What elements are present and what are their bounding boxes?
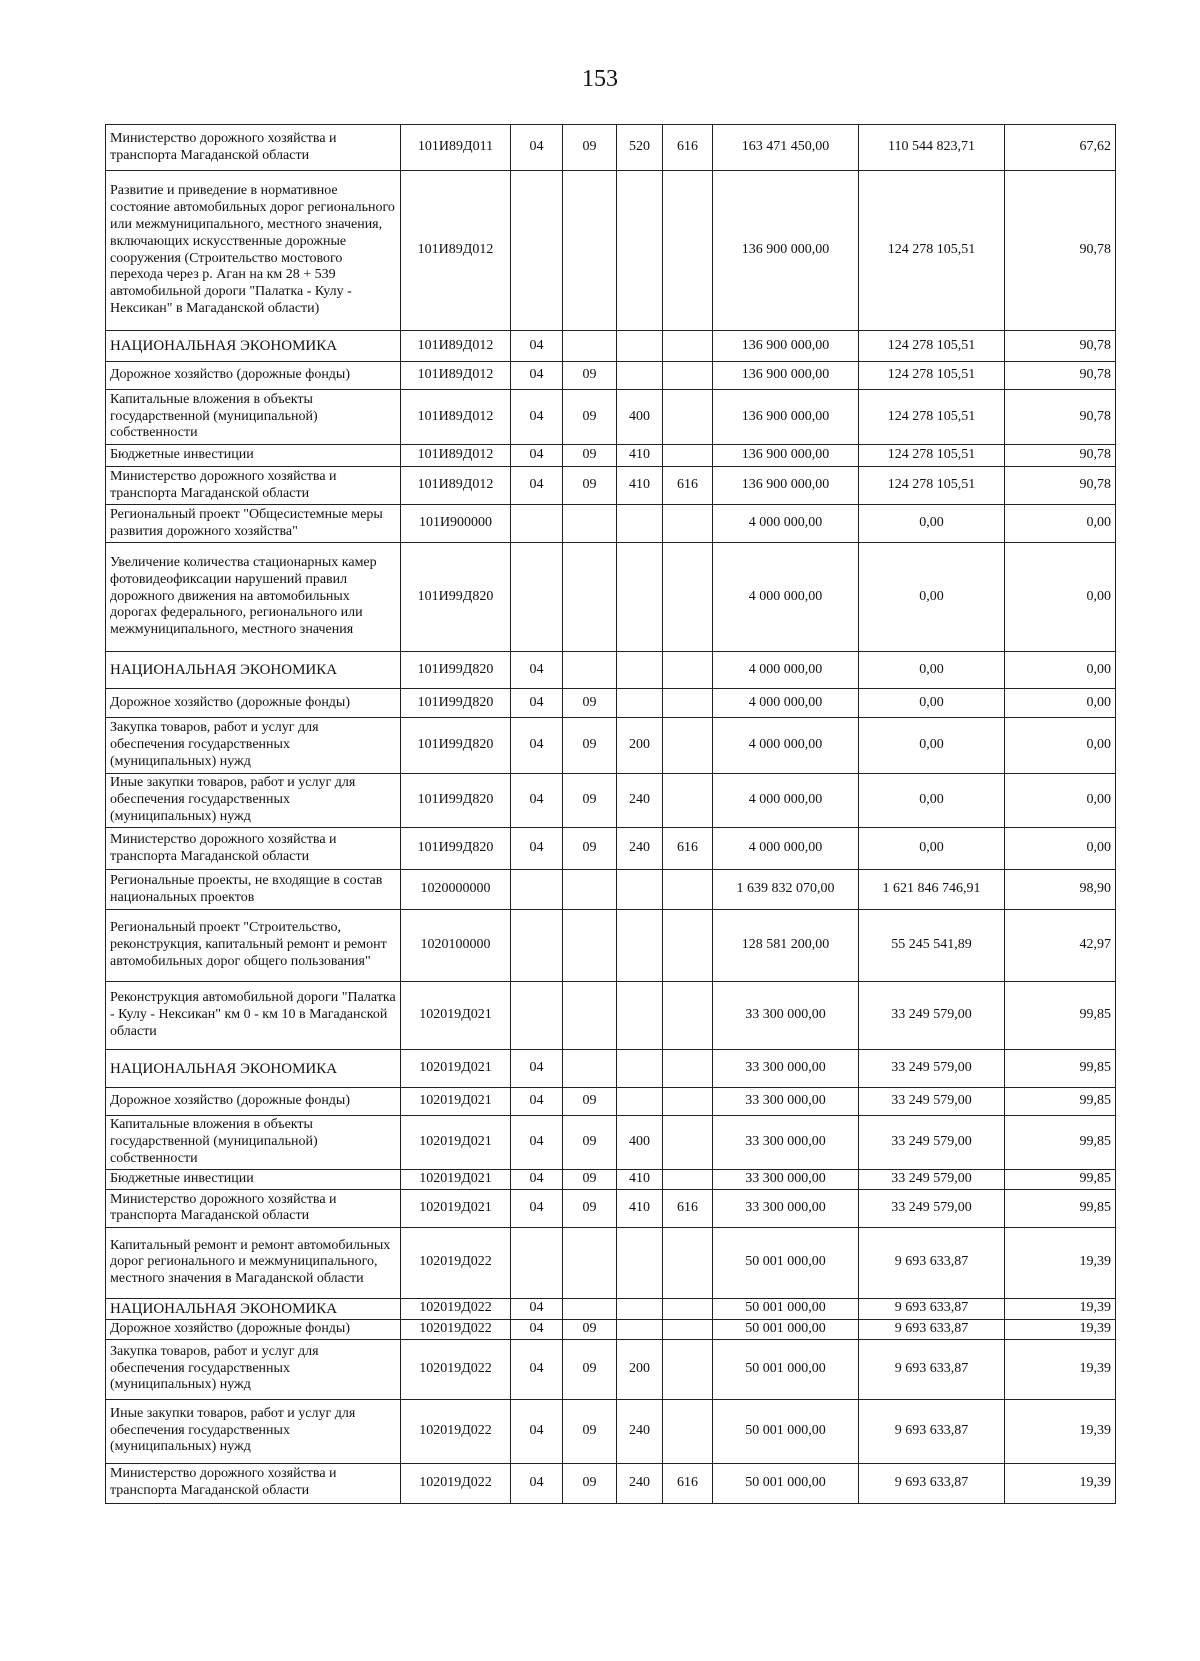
executed-amount-cell: 33 249 579,00 bbox=[859, 1170, 1005, 1190]
expense-type-cell bbox=[617, 362, 663, 390]
expense-type-cell: 200 bbox=[617, 1339, 663, 1399]
target-code-cell: 102019Д022 bbox=[401, 1319, 511, 1339]
grbs-cell bbox=[663, 1298, 713, 1319]
subsection-cell: 09 bbox=[563, 467, 617, 505]
section-cell bbox=[511, 870, 563, 910]
section-cell: 04 bbox=[511, 1088, 563, 1116]
grbs-cell bbox=[663, 1399, 713, 1463]
grbs-cell bbox=[663, 1227, 713, 1298]
expense-type-cell bbox=[617, 171, 663, 331]
execution-percent-cell: 99,85 bbox=[1005, 1170, 1116, 1190]
subsection-cell: 09 bbox=[563, 1088, 617, 1116]
table-row bbox=[106, 1050, 1116, 1088]
planned-amount-cell: 4 000 000,00 bbox=[713, 774, 859, 828]
grbs-cell bbox=[663, 1116, 713, 1170]
section-cell: 04 bbox=[511, 718, 563, 774]
section-cell: 04 bbox=[511, 828, 563, 870]
subsection-cell bbox=[563, 171, 617, 331]
subsection-cell bbox=[563, 910, 617, 982]
expense-type-cell bbox=[617, 505, 663, 543]
target-code-cell: 101И99Д820 bbox=[401, 543, 511, 652]
executed-amount-cell: 9 693 633,87 bbox=[859, 1399, 1005, 1463]
expense-type-cell: 240 bbox=[617, 1463, 663, 1503]
target-code-cell: 101И89Д012 bbox=[401, 171, 511, 331]
row-name-cell: Реконструкция автомобильной дороги "Палатка - Кулу - Нексикан" км 0 - км 10 в Магаданской области bbox=[106, 982, 401, 1050]
target-code-cell: 101И89Д012 bbox=[401, 362, 511, 390]
row-name-cell: Региональный проект "Общесистемные меры развития дорожного хозяйства" bbox=[106, 505, 401, 543]
table-row bbox=[106, 870, 1116, 910]
grbs-cell bbox=[663, 505, 713, 543]
subsection-cell: 09 bbox=[563, 774, 617, 828]
executed-amount-cell: 0,00 bbox=[859, 652, 1005, 689]
section-cell: 04 bbox=[511, 1116, 563, 1170]
execution-percent-cell: 0,00 bbox=[1005, 774, 1116, 828]
grbs-cell bbox=[663, 689, 713, 718]
target-code-cell: 101И89Д012 bbox=[401, 445, 511, 467]
execution-percent-cell: 90,78 bbox=[1005, 171, 1116, 331]
expense-type-cell: 240 bbox=[617, 828, 663, 870]
grbs-cell bbox=[663, 445, 713, 467]
execution-percent-cell: 19,39 bbox=[1005, 1298, 1116, 1319]
section-cell: 04 bbox=[511, 1339, 563, 1399]
subsection-cell bbox=[563, 543, 617, 652]
execution-percent-cell: 99,85 bbox=[1005, 1088, 1116, 1116]
table-row bbox=[106, 910, 1116, 982]
section-cell bbox=[511, 505, 563, 543]
expense-type-cell bbox=[617, 331, 663, 362]
target-code-cell: 102019Д022 bbox=[401, 1298, 511, 1319]
section-cell: 04 bbox=[511, 1319, 563, 1339]
execution-percent-cell: 0,00 bbox=[1005, 718, 1116, 774]
executed-amount-cell: 124 278 105,51 bbox=[859, 467, 1005, 505]
section-cell: 04 bbox=[511, 390, 563, 445]
executed-amount-cell: 124 278 105,51 bbox=[859, 390, 1005, 445]
target-code-cell: 101И99Д820 bbox=[401, 828, 511, 870]
expense-type-cell: 240 bbox=[617, 1399, 663, 1463]
target-code-cell: 1020000000 bbox=[401, 870, 511, 910]
subsection-cell: 09 bbox=[563, 1399, 617, 1463]
row-name-cell: Бюджетные инвестиции bbox=[106, 445, 401, 467]
section-cell: 04 bbox=[511, 331, 563, 362]
row-name-cell: Закупка товаров, работ и услуг для обеспечения государственных (муниципальных) нужд bbox=[106, 718, 401, 774]
table-row bbox=[106, 543, 1116, 652]
target-code-cell: 102019Д022 bbox=[401, 1227, 511, 1298]
planned-amount-cell: 33 300 000,00 bbox=[713, 1088, 859, 1116]
grbs-cell bbox=[663, 870, 713, 910]
executed-amount-cell: 33 249 579,00 bbox=[859, 1189, 1005, 1227]
row-name-cell: Министерство дорожного хозяйства и транспорта Магаданской области bbox=[106, 125, 401, 171]
expense-type-cell bbox=[617, 910, 663, 982]
subsection-cell: 09 bbox=[563, 828, 617, 870]
row-name-cell: НАЦИОНАЛЬНАЯ ЭКОНОМИКА bbox=[106, 652, 401, 689]
execution-percent-cell: 19,39 bbox=[1005, 1463, 1116, 1503]
target-code-cell: 101И99Д820 bbox=[401, 652, 511, 689]
planned-amount-cell: 4 000 000,00 bbox=[713, 652, 859, 689]
page-number: 153 bbox=[582, 66, 618, 92]
target-code-cell: 102019Д021 bbox=[401, 1170, 511, 1190]
row-name-cell: Региональный проект "Строительство, реконструкция, капитальный ремонт и ремонт автомобильных дорог общего пользования" bbox=[106, 910, 401, 982]
section-cell: 04 bbox=[511, 362, 563, 390]
subsection-cell: 09 bbox=[563, 689, 617, 718]
row-name-cell: Увеличение количества стационарных камер фотовидеофиксации нарушений правил дорожного движения на автомобильных дорогах федерального, регионального или межмуниципального, местного значения bbox=[106, 543, 401, 652]
table-row bbox=[106, 982, 1116, 1050]
subsection-cell bbox=[563, 505, 617, 543]
section-cell: 04 bbox=[511, 1189, 563, 1227]
subsection-cell: 09 bbox=[563, 1463, 617, 1503]
subsection-cell: 09 bbox=[563, 390, 617, 445]
grbs-cell bbox=[663, 1050, 713, 1088]
planned-amount-cell: 50 001 000,00 bbox=[713, 1319, 859, 1339]
table-row bbox=[106, 828, 1116, 870]
table-row bbox=[106, 390, 1116, 445]
section-cell bbox=[511, 543, 563, 652]
subsection-cell bbox=[563, 331, 617, 362]
grbs-cell bbox=[663, 1170, 713, 1190]
table-row bbox=[106, 331, 1116, 362]
execution-percent-cell: 90,78 bbox=[1005, 331, 1116, 362]
table-row bbox=[106, 1339, 1116, 1399]
expense-type-cell bbox=[617, 1227, 663, 1298]
executed-amount-cell: 124 278 105,51 bbox=[859, 171, 1005, 331]
executed-amount-cell: 0,00 bbox=[859, 505, 1005, 543]
execution-percent-cell: 99,85 bbox=[1005, 1116, 1116, 1170]
target-code-cell: 101И900000 bbox=[401, 505, 511, 543]
row-name-cell: НАЦИОНАЛЬНАЯ ЭКОНОМИКА bbox=[106, 331, 401, 362]
row-name-cell: Капитальный ремонт и ремонт автомобильных дорог регионального и межмуниципального, местного значения в Магаданской области bbox=[106, 1227, 401, 1298]
row-name-cell: Бюджетные инвестиции bbox=[106, 1170, 401, 1190]
executed-amount-cell: 124 278 105,51 bbox=[859, 331, 1005, 362]
table-row bbox=[106, 1298, 1116, 1319]
grbs-cell: 616 bbox=[663, 1463, 713, 1503]
row-name-cell: Капитальные вложения в объекты государственной (муниципальной) собственности bbox=[106, 1116, 401, 1170]
expense-type-cell: 400 bbox=[617, 390, 663, 445]
expense-type-cell: 400 bbox=[617, 1116, 663, 1170]
execution-percent-cell: 19,39 bbox=[1005, 1339, 1116, 1399]
subsection-cell bbox=[563, 652, 617, 689]
subsection-cell bbox=[563, 870, 617, 910]
grbs-cell: 616 bbox=[663, 1189, 713, 1227]
execution-percent-cell: 19,39 bbox=[1005, 1227, 1116, 1298]
target-code-cell: 102019Д021 bbox=[401, 1116, 511, 1170]
grbs-cell: 616 bbox=[663, 467, 713, 505]
section-cell: 04 bbox=[511, 689, 563, 718]
execution-percent-cell: 90,78 bbox=[1005, 390, 1116, 445]
executed-amount-cell: 33 249 579,00 bbox=[859, 1050, 1005, 1088]
executed-amount-cell: 9 693 633,87 bbox=[859, 1298, 1005, 1319]
planned-amount-cell: 4 000 000,00 bbox=[713, 689, 859, 718]
target-code-cell: 101И99Д820 bbox=[401, 718, 511, 774]
planned-amount-cell: 136 900 000,00 bbox=[713, 390, 859, 445]
executed-amount-cell: 33 249 579,00 bbox=[859, 1116, 1005, 1170]
planned-amount-cell: 136 900 000,00 bbox=[713, 171, 859, 331]
executed-amount-cell: 55 245 541,89 bbox=[859, 910, 1005, 982]
executed-amount-cell: 0,00 bbox=[859, 543, 1005, 652]
executed-amount-cell: 33 249 579,00 bbox=[859, 982, 1005, 1050]
grbs-cell bbox=[663, 543, 713, 652]
execution-percent-cell: 0,00 bbox=[1005, 505, 1116, 543]
execution-percent-cell: 0,00 bbox=[1005, 828, 1116, 870]
expense-type-cell: 410 bbox=[617, 445, 663, 467]
planned-amount-cell: 50 001 000,00 bbox=[713, 1227, 859, 1298]
subsection-cell bbox=[563, 1227, 617, 1298]
subsection-cell: 09 bbox=[563, 718, 617, 774]
section-cell bbox=[511, 982, 563, 1050]
row-name-cell: Развитие и приведение в нормативное состояние автомобильных дорог регионального или межмуниципального, местного значения, включающих искусственные дорожные сооружения (Строительство мостового перехода через р. Аган на км 28 + 539 автомобильной дороги "Палатка - Кулу - Нексикан" в Магаданской области) bbox=[106, 171, 401, 331]
planned-amount-cell: 33 300 000,00 bbox=[713, 1116, 859, 1170]
expense-type-cell: 520 bbox=[617, 125, 663, 171]
row-name-cell: Дорожное хозяйство (дорожные фонды) bbox=[106, 689, 401, 718]
execution-percent-cell: 90,78 bbox=[1005, 445, 1116, 467]
target-code-cell: 102019Д021 bbox=[401, 1050, 511, 1088]
target-code-cell: 101И99Д820 bbox=[401, 774, 511, 828]
section-cell bbox=[511, 910, 563, 982]
executed-amount-cell: 1 621 846 746,91 bbox=[859, 870, 1005, 910]
subsection-cell: 09 bbox=[563, 445, 617, 467]
expense-type-cell bbox=[617, 1088, 663, 1116]
execution-percent-cell: 67,62 bbox=[1005, 125, 1116, 171]
section-cell: 04 bbox=[511, 1170, 563, 1190]
row-name-cell: Министерство дорожного хозяйства и транспорта Магаданской области bbox=[106, 1463, 401, 1503]
table-row bbox=[106, 1088, 1116, 1116]
execution-percent-cell: 90,78 bbox=[1005, 467, 1116, 505]
row-name-cell: Закупка товаров, работ и услуг для обеспечения государственных (муниципальных) нужд bbox=[106, 1339, 401, 1399]
target-code-cell: 101И89Д012 bbox=[401, 390, 511, 445]
execution-percent-cell: 99,85 bbox=[1005, 1050, 1116, 1088]
row-name-cell: Иные закупки товаров, работ и услуг для обеспечения государственных (муниципальных) нужд bbox=[106, 1399, 401, 1463]
table-row bbox=[106, 505, 1116, 543]
expense-type-cell bbox=[617, 1319, 663, 1339]
section-cell: 04 bbox=[511, 125, 563, 171]
target-code-cell: 101И89Д011 bbox=[401, 125, 511, 171]
executed-amount-cell: 124 278 105,51 bbox=[859, 445, 1005, 467]
table-row bbox=[106, 467, 1116, 505]
section-cell: 04 bbox=[511, 1463, 563, 1503]
table-row bbox=[106, 1189, 1116, 1227]
table-body bbox=[106, 125, 1116, 1504]
planned-amount-cell: 1 639 832 070,00 bbox=[713, 870, 859, 910]
subsection-cell: 09 bbox=[563, 1189, 617, 1227]
table-row bbox=[106, 362, 1116, 390]
executed-amount-cell: 9 693 633,87 bbox=[859, 1227, 1005, 1298]
section-cell: 04 bbox=[511, 652, 563, 689]
executed-amount-cell: 0,00 bbox=[859, 774, 1005, 828]
grbs-cell bbox=[663, 390, 713, 445]
table-row bbox=[106, 689, 1116, 718]
subsection-cell bbox=[563, 1050, 617, 1088]
execution-percent-cell: 99,85 bbox=[1005, 982, 1116, 1050]
section-cell bbox=[511, 171, 563, 331]
row-name-cell: НАЦИОНАЛЬНАЯ ЭКОНОМИКА bbox=[106, 1050, 401, 1088]
target-code-cell: 1020100000 bbox=[401, 910, 511, 982]
grbs-cell bbox=[663, 1088, 713, 1116]
planned-amount-cell: 4 000 000,00 bbox=[713, 828, 859, 870]
expense-type-cell: 410 bbox=[617, 1170, 663, 1190]
expense-type-cell: 240 bbox=[617, 774, 663, 828]
table-row bbox=[106, 652, 1116, 689]
execution-percent-cell: 90,78 bbox=[1005, 362, 1116, 390]
target-code-cell: 101И89Д012 bbox=[401, 331, 511, 362]
grbs-cell bbox=[663, 718, 713, 774]
planned-amount-cell: 50 001 000,00 bbox=[713, 1463, 859, 1503]
executed-amount-cell: 9 693 633,87 bbox=[859, 1339, 1005, 1399]
grbs-cell bbox=[663, 1319, 713, 1339]
subsection-cell: 09 bbox=[563, 1339, 617, 1399]
target-code-cell: 102019Д021 bbox=[401, 982, 511, 1050]
execution-percent-cell: 0,00 bbox=[1005, 543, 1116, 652]
executed-amount-cell: 9 693 633,87 bbox=[859, 1319, 1005, 1339]
planned-amount-cell: 4 000 000,00 bbox=[713, 718, 859, 774]
section-cell: 04 bbox=[511, 445, 563, 467]
table-row bbox=[106, 1399, 1116, 1463]
table-row bbox=[106, 1227, 1116, 1298]
row-name-cell: Дорожное хозяйство (дорожные фонды) bbox=[106, 362, 401, 390]
executed-amount-cell: 124 278 105,51 bbox=[859, 362, 1005, 390]
planned-amount-cell: 50 001 000,00 bbox=[713, 1339, 859, 1399]
planned-amount-cell: 4 000 000,00 bbox=[713, 543, 859, 652]
expense-type-cell bbox=[617, 689, 663, 718]
expense-type-cell bbox=[617, 543, 663, 652]
subsection-cell: 09 bbox=[563, 362, 617, 390]
target-code-cell: 102019Д021 bbox=[401, 1189, 511, 1227]
execution-percent-cell: 0,00 bbox=[1005, 652, 1116, 689]
subsection-cell: 09 bbox=[563, 1170, 617, 1190]
subsection-cell bbox=[563, 1298, 617, 1319]
expense-type-cell: 410 bbox=[617, 1189, 663, 1227]
executed-amount-cell: 33 249 579,00 bbox=[859, 1088, 1005, 1116]
grbs-cell bbox=[663, 362, 713, 390]
target-code-cell: 101И99Д820 bbox=[401, 689, 511, 718]
target-code-cell: 102019Д022 bbox=[401, 1463, 511, 1503]
table-row bbox=[106, 1463, 1116, 1503]
table-row bbox=[106, 1319, 1116, 1339]
row-name-cell: НАЦИОНАЛЬНАЯ ЭКОНОМИКА bbox=[106, 1298, 401, 1319]
executed-amount-cell: 0,00 bbox=[859, 828, 1005, 870]
planned-amount-cell: 136 900 000,00 bbox=[713, 331, 859, 362]
planned-amount-cell: 33 300 000,00 bbox=[713, 1189, 859, 1227]
subsection-cell: 09 bbox=[563, 125, 617, 171]
row-name-cell: Региональные проекты, не входящие в состав национальных проектов bbox=[106, 870, 401, 910]
planned-amount-cell: 33 300 000,00 bbox=[713, 982, 859, 1050]
subsection-cell: 09 bbox=[563, 1319, 617, 1339]
planned-amount-cell: 33 300 000,00 bbox=[713, 1050, 859, 1088]
executed-amount-cell: 0,00 bbox=[859, 718, 1005, 774]
execution-percent-cell: 19,39 bbox=[1005, 1399, 1116, 1463]
planned-amount-cell: 163 471 450,00 bbox=[713, 125, 859, 171]
grbs-cell bbox=[663, 652, 713, 689]
planned-amount-cell: 128 581 200,00 bbox=[713, 910, 859, 982]
expense-type-cell: 200 bbox=[617, 718, 663, 774]
expense-type-cell bbox=[617, 1298, 663, 1319]
table-row bbox=[106, 1170, 1116, 1190]
table-row bbox=[106, 171, 1116, 331]
table-row bbox=[106, 125, 1116, 171]
row-name-cell: Иные закупки товаров, работ и услуг для обеспечения государственных (муниципальных) нужд bbox=[106, 774, 401, 828]
target-code-cell: 102019Д021 bbox=[401, 1088, 511, 1116]
target-code-cell: 101И89Д012 bbox=[401, 467, 511, 505]
grbs-cell bbox=[663, 910, 713, 982]
executed-amount-cell: 9 693 633,87 bbox=[859, 1463, 1005, 1503]
expense-type-cell bbox=[617, 870, 663, 910]
target-code-cell: 102019Д022 bbox=[401, 1339, 511, 1399]
expense-type-cell bbox=[617, 1050, 663, 1088]
row-name-cell: Министерство дорожного хозяйства и транспорта Магаданской области bbox=[106, 1189, 401, 1227]
section-cell: 04 bbox=[511, 467, 563, 505]
target-code-cell: 102019Д022 bbox=[401, 1399, 511, 1463]
row-name-cell: Дорожное хозяйство (дорожные фонды) bbox=[106, 1088, 401, 1116]
table-row bbox=[106, 718, 1116, 774]
row-name-cell: Дорожное хозяйство (дорожные фонды) bbox=[106, 1319, 401, 1339]
execution-percent-cell: 99,85 bbox=[1005, 1189, 1116, 1227]
grbs-cell bbox=[663, 1339, 713, 1399]
row-name-cell: Капитальные вложения в объекты государственной (муниципальной) собственности bbox=[106, 390, 401, 445]
planned-amount-cell: 136 900 000,00 bbox=[713, 362, 859, 390]
budget-execution-table bbox=[105, 124, 1116, 1504]
row-name-cell: Министерство дорожного хозяйства и транспорта Магаданской области bbox=[106, 828, 401, 870]
section-cell: 04 bbox=[511, 774, 563, 828]
table-row bbox=[106, 774, 1116, 828]
planned-amount-cell: 136 900 000,00 bbox=[713, 467, 859, 505]
execution-percent-cell: 19,39 bbox=[1005, 1319, 1116, 1339]
executed-amount-cell: 110 544 823,71 bbox=[859, 125, 1005, 171]
grbs-cell bbox=[663, 982, 713, 1050]
planned-amount-cell: 33 300 000,00 bbox=[713, 1170, 859, 1190]
planned-amount-cell: 136 900 000,00 bbox=[713, 445, 859, 467]
grbs-cell: 616 bbox=[663, 828, 713, 870]
section-cell: 04 bbox=[511, 1050, 563, 1088]
expense-type-cell bbox=[617, 652, 663, 689]
execution-percent-cell: 0,00 bbox=[1005, 689, 1116, 718]
section-cell: 04 bbox=[511, 1399, 563, 1463]
grbs-cell bbox=[663, 331, 713, 362]
grbs-cell bbox=[663, 171, 713, 331]
subsection-cell bbox=[563, 982, 617, 1050]
executed-amount-cell: 0,00 bbox=[859, 689, 1005, 718]
execution-percent-cell: 42,97 bbox=[1005, 910, 1116, 982]
planned-amount-cell: 50 001 000,00 bbox=[713, 1298, 859, 1319]
table-row bbox=[106, 1116, 1116, 1170]
grbs-cell bbox=[663, 774, 713, 828]
section-cell bbox=[511, 1227, 563, 1298]
table-row bbox=[106, 445, 1116, 467]
row-name-cell: Министерство дорожного хозяйства и транспорта Магаданской области bbox=[106, 467, 401, 505]
grbs-cell: 616 bbox=[663, 125, 713, 171]
execution-percent-cell: 98,90 bbox=[1005, 870, 1116, 910]
expense-type-cell bbox=[617, 982, 663, 1050]
subsection-cell: 09 bbox=[563, 1116, 617, 1170]
expense-type-cell: 410 bbox=[617, 467, 663, 505]
planned-amount-cell: 4 000 000,00 bbox=[713, 505, 859, 543]
section-cell: 04 bbox=[511, 1298, 563, 1319]
planned-amount-cell: 50 001 000,00 bbox=[713, 1399, 859, 1463]
